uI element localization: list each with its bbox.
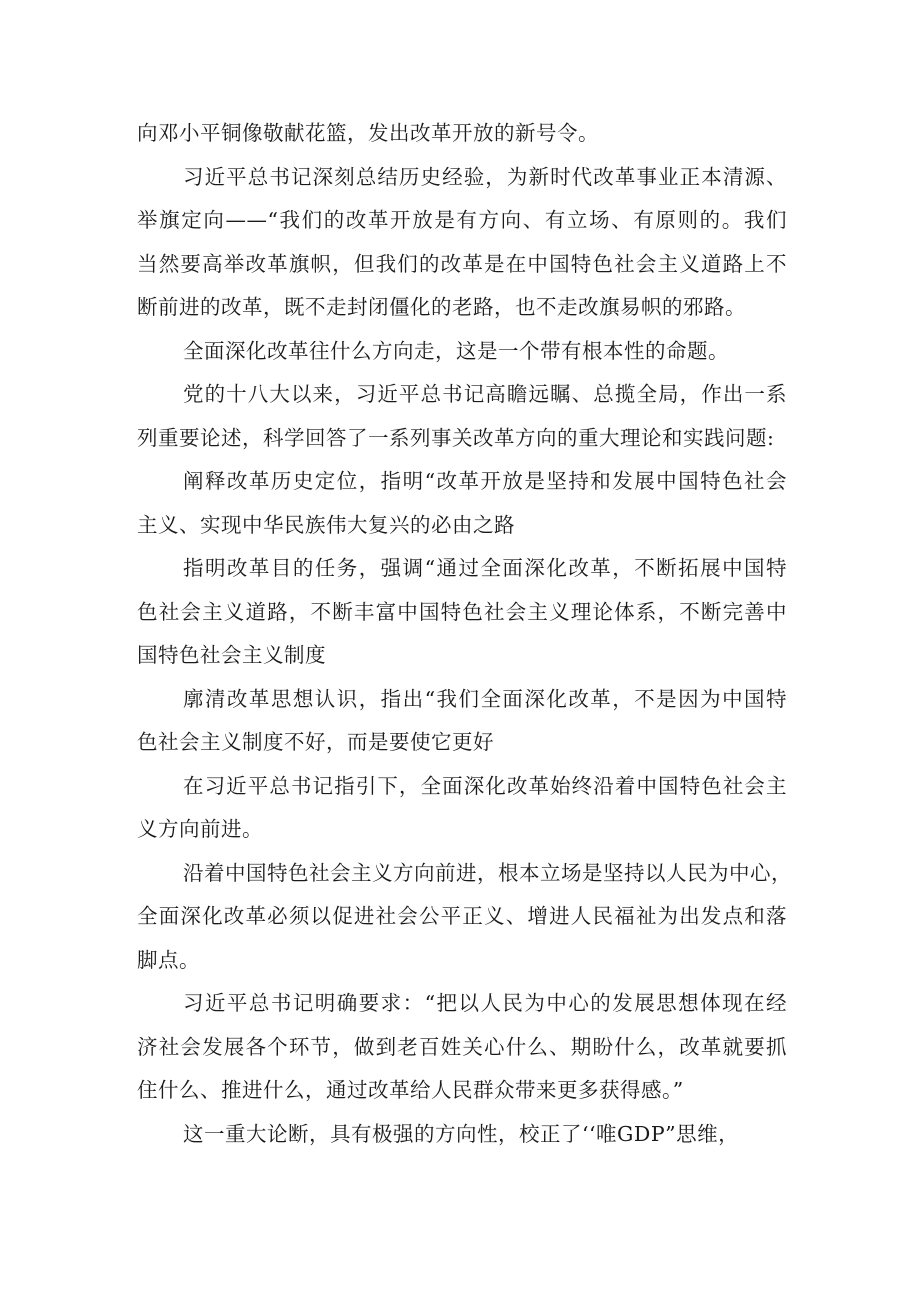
paragraph-2: [137, 156, 787, 330]
text-line: 党的十八大以来，习近平总书记高瞻远瞩、总揽全局，作出一系: [183, 382, 787, 406]
text-line: 习近平总书记深刻总结历史经验，为新时代改革事业正本清源、: [183, 164, 787, 189]
text-line: 义方向前进。: [137, 817, 263, 841]
text-line: 主义、实现中华民族伟大复兴的必由之路: [137, 512, 515, 537]
paragraph-11: [137, 1113, 787, 1157]
text-line: 脚点。: [137, 947, 200, 972]
text-line: 习近平总书记明确要求：“把以人民为中心的发展思想体现在经: [183, 991, 787, 1015]
text-line: 列重要论述，科学回答了一系列事关改革方向的重大理论和实践问题:: [137, 425, 775, 450]
document-page: [137, 112, 792, 1156]
paragraph-1: [137, 112, 787, 156]
paragraph-10: [137, 982, 787, 1113]
text-line: 指明改革目的任务，强调“通过全面深化改革，不断拓展中国特: [183, 556, 787, 580]
text-line: 阐释改革历史定位，指明“改革开放是坚持和发展中国特色社会: [183, 469, 787, 493]
paragraph-9: [137, 852, 792, 983]
text-line: 廓清改革思想认识，指出“我们全面深化改革，不是因为中国特: [183, 686, 787, 711]
text-line: 在习近平总书记指引下，全面深化改革始终沿着中国特色社会主: [183, 773, 787, 798]
paragraph-8: [137, 765, 787, 852]
text-line: 这一重大论断，具有极强的方向性，校正了‘‘唯GDP”思维，: [183, 1121, 740, 1146]
text-line: 色社会主义道路，不断丰富中国特色社会主义理论体系，不断完善中: [137, 599, 787, 624]
text-line: 断前进的改革，既不走封闭僵化的老路，也不走改旗易帜的邪路。: [137, 295, 746, 319]
paragraph-3: [137, 330, 787, 374]
paragraph-5: [137, 460, 787, 547]
text-line: 色社会主义制度不好，而是要使它更好: [137, 730, 494, 754]
text-line: 沿着中国特色社会主义方向前进，根本立场是坚持以人民为中心，: [183, 860, 792, 885]
text-line: 举旗定向——“我们的改革开放是有方向、有立场、有原则的。我们: [137, 208, 787, 232]
text-line: 国特色社会主义制度: [137, 643, 326, 667]
text-line: 当然要高举改革旗帜，但我们的改革是在中国特色社会主义道路上不: [137, 251, 787, 276]
paragraph-4: [137, 373, 787, 460]
paragraph-7: [137, 678, 787, 765]
text-line: 全面深化改革往什么方向走，这是一个带有根本性的命题。: [183, 338, 729, 363]
paragraph-6: [137, 547, 787, 678]
text-line: 向邓小平铜像敬献花篮，发出改革开放的新号令。: [137, 121, 599, 145]
text-line: 住什么、推进什么，通过改革给人民群众带来更多获得感。”: [137, 1078, 684, 1102]
text-line: 全面深化改革必须以促进社会公平正义、增进人民福祉为出发点和落: [137, 904, 787, 928]
text-line: 济社会发展各个环节，做到老百姓关心什么、期盼什么，改革就要抓: [137, 1034, 787, 1059]
